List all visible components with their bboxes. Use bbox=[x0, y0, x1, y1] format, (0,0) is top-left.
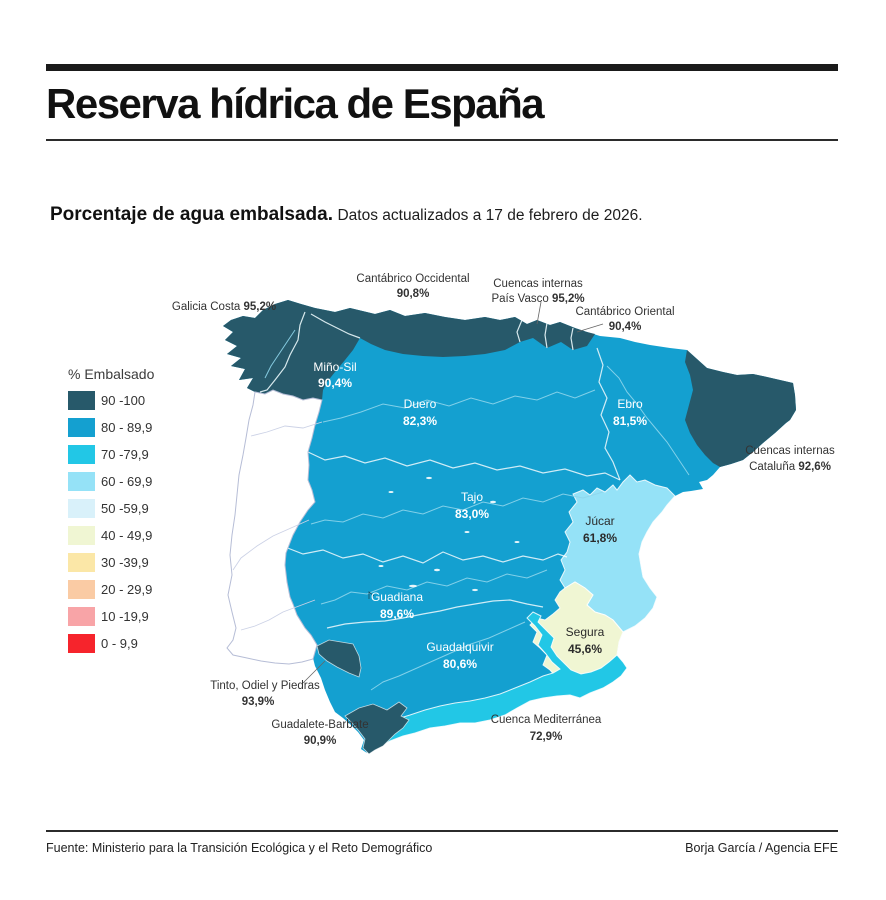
label-cataluna-line2: Cataluña 92,6% bbox=[749, 461, 831, 473]
legend-row: 0 - 9,9 bbox=[68, 634, 178, 653]
label-mediterranea-name: Cuenca Mediterránea bbox=[490, 714, 602, 726]
page-title: Reserva hídrica de España bbox=[46, 80, 544, 127]
label-cantabrico-oriental-name: Cantábrico Oriental bbox=[575, 306, 675, 318]
spain-basins-map bbox=[171, 270, 835, 770]
legend-swatch-60-69 bbox=[68, 472, 95, 491]
label-tinto-name: Tinto, Odiel y Piedras bbox=[210, 680, 320, 692]
label-mino-sil-name: Miño-Sil bbox=[313, 360, 357, 374]
legend-swatch-0-9 bbox=[68, 634, 95, 653]
label-mino-sil-value: 90,4% bbox=[317, 376, 353, 390]
legend-swatch-10-19 bbox=[68, 607, 95, 626]
label-tinto-value: 93,9% bbox=[241, 696, 275, 708]
label-mediterranea-value: 72,9% bbox=[529, 731, 563, 743]
legend-row: 60 - 69,9 bbox=[68, 472, 178, 491]
label-jucar-name: Júcar bbox=[585, 514, 615, 528]
label-guadalquivir-name: Guadalquivir bbox=[426, 640, 494, 654]
legend-row: 10 -19,9 bbox=[68, 607, 178, 626]
label-guadalete-value: 90,9% bbox=[303, 735, 337, 747]
label-guadiana-name: Guadiana bbox=[370, 590, 424, 604]
legend-row: 50 -59,9 bbox=[68, 499, 178, 518]
label-duero-value: 82,3% bbox=[402, 414, 438, 428]
legend-swatch-80-89 bbox=[68, 418, 95, 437]
top-bar bbox=[46, 64, 838, 71]
legend-row: 40 - 49,9 bbox=[68, 526, 178, 545]
legend-swatch-40-49 bbox=[68, 526, 95, 545]
legend bbox=[68, 366, 178, 661]
label-guadalete-name: Guadalete-Barbate bbox=[271, 719, 369, 731]
footer-rule bbox=[46, 830, 838, 832]
map-svg bbox=[171, 270, 835, 770]
footer-source: Fuente: Ministerio para la Transición Ecológica y el Reto Demográfico bbox=[46, 841, 433, 855]
legend-row: 90 -100 bbox=[68, 391, 178, 410]
label-duero-name: Duero bbox=[403, 397, 437, 411]
subtitle-bold: Porcentaje de agua embalsada. bbox=[50, 204, 334, 225]
label-tajo-name: Tajo bbox=[460, 490, 484, 504]
label-cantabrico-occidental-name: Cantábrico Occidental bbox=[356, 273, 470, 285]
label-pais-vasco-line2: País Vasco 95,2% bbox=[491, 293, 585, 305]
label-tajo-value: 83,0% bbox=[454, 507, 490, 521]
legend-swatch-70-79 bbox=[68, 445, 95, 464]
legend-swatch-90-100 bbox=[68, 391, 95, 410]
legend-row: 70 -79,9 bbox=[68, 445, 178, 464]
label-cataluna-line1: Cuencas internas bbox=[745, 445, 835, 457]
subtitle bbox=[50, 204, 850, 226]
legend-title: % Embalsado bbox=[68, 366, 155, 382]
legend-swatch-50-59 bbox=[68, 499, 95, 518]
label-segura-value: 45,6% bbox=[567, 642, 603, 656]
label-segura-name: Segura bbox=[565, 625, 605, 639]
legend-row: 30 -39,9 bbox=[68, 553, 178, 572]
title-rule bbox=[46, 139, 838, 141]
label-ebro-name: Ebro bbox=[617, 397, 643, 411]
label-jucar-value: 61,8% bbox=[582, 531, 618, 545]
legend-swatch-20-29 bbox=[68, 580, 95, 599]
label-pais-vasco-line1: Cuencas internas bbox=[493, 278, 583, 290]
label-guadalquivir-value: 80,6% bbox=[442, 657, 478, 671]
subtitle-date: Datos actualizados a 17 de febrero de 2026. bbox=[337, 207, 643, 224]
label-cantabrico-oriental-value: 90,4% bbox=[608, 321, 642, 333]
footer-credit: Borja García / Agencia EFE bbox=[685, 841, 838, 855]
label-guadiana-value: 89,6% bbox=[379, 607, 415, 621]
legend-swatch-30-39 bbox=[68, 553, 95, 572]
label-galicia-costa: Galicia Costa 95,2% bbox=[171, 301, 277, 313]
legend-row: 80 - 89,9 bbox=[68, 418, 178, 437]
label-cantabrico-occidental-value: 90,8% bbox=[396, 288, 430, 300]
label-ebro-value: 81,5% bbox=[612, 414, 648, 428]
legend-row: 20 - 29,9 bbox=[68, 580, 178, 599]
